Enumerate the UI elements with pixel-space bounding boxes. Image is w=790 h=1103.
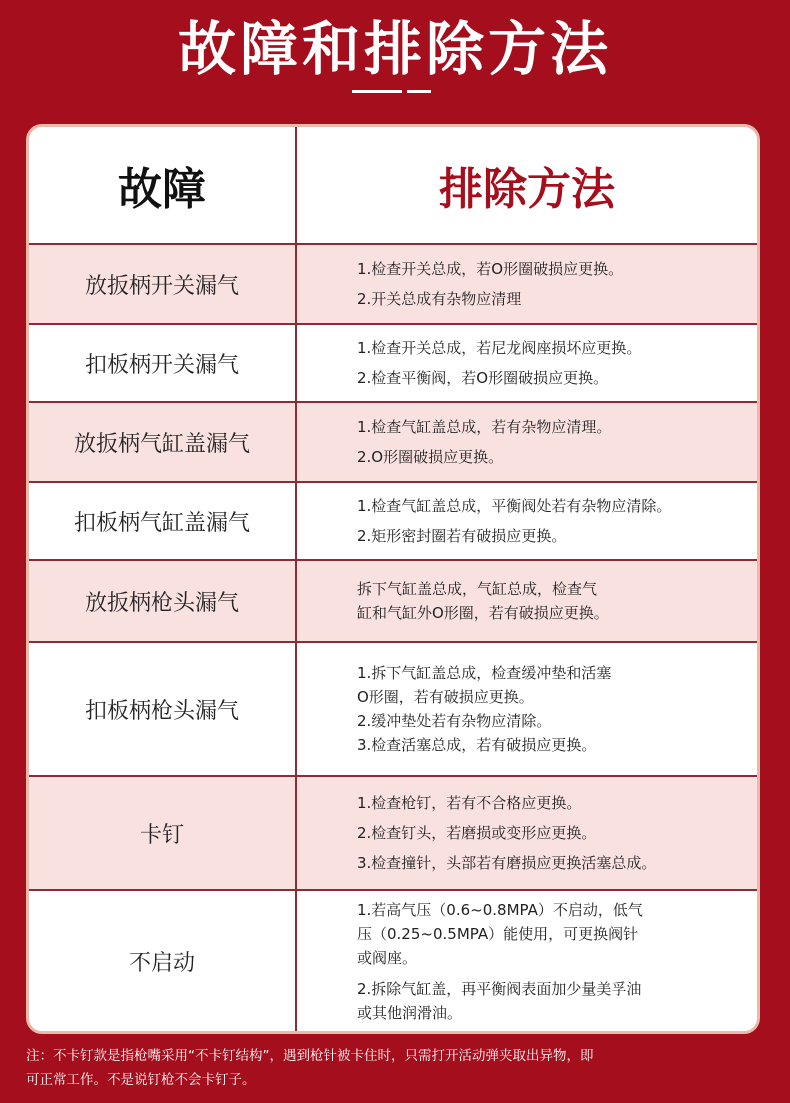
page-title: 故障和排除方法 [177, 15, 612, 83]
underline-bar-short [407, 90, 431, 93]
table-row [29, 243, 757, 323]
fix-line: 1.拆下气缸盖总成，检查缓冲垫和活塞 [357, 664, 612, 682]
fix-line: 1.检查枪钉，若有不合格应更换。 [357, 794, 582, 812]
fix-line: 压（0.25~0.5MPA）能使用，可更换阀针 [357, 924, 639, 943]
fix-line: 2.缓冲垫处若有杂物应清除。 [357, 712, 552, 730]
fix-line: 2.矩形密封圈若有破损应更换。 [357, 527, 567, 545]
header-fault: 故障 [118, 164, 206, 215]
fix-line: 1.检查气缸盖总成，平衡阀处若有杂物应清除。 [357, 497, 672, 515]
fix-cell [357, 403, 749, 481]
underline-bar-long [352, 90, 402, 93]
fault-cell: 不启动 [128, 950, 195, 976]
fault-cell: 放扳柄开关漏气 [84, 273, 239, 299]
fix-line: 2.检查平衡阀，若O形圈破损应更换。 [357, 369, 609, 387]
fault-cell: 卡钉 [139, 822, 184, 848]
fix-line: 2.O形圈破损应更换。 [357, 448, 504, 466]
fault-cell: 扣板柄气缸盖漏气 [73, 510, 250, 536]
fix-line: 1.检查气缸盖总成，若有杂物应清理。 [357, 418, 612, 436]
fix-line: 1.检查开关总成，若尼龙阀座损坏应更换。 [357, 339, 642, 357]
fix-line: 2.检查钉头，若磨损或变形应更换。 [357, 824, 597, 842]
fix-line: 或阀座。 [357, 948, 418, 967]
table-row [29, 641, 757, 775]
footnote [26, 1044, 762, 1092]
table-grid [29, 127, 757, 1031]
footnote-line: 可正常工作。不是说钉枪不会卡钉子。 [26, 1072, 256, 1088]
table-row [29, 775, 757, 889]
fix-line: 缸和气缸外O形圈，若有破损应更换。 [357, 604, 609, 622]
troubleshooting-table [26, 124, 760, 1034]
fix-line: 2.开关总成有杂物应清理 [357, 290, 522, 308]
fix-line: O形圈，若有破损应更换。 [357, 688, 534, 706]
fix-line: 或其他润滑油。 [357, 1003, 463, 1022]
column-divider [295, 127, 297, 1031]
fix-line: 1.检查开关总成，若O形圈破损应更换。 [357, 260, 624, 278]
fault-cell: 放扳柄枪头漏气 [84, 590, 239, 616]
fix-cell [357, 325, 749, 401]
table-header-row [29, 127, 757, 243]
table-row [29, 559, 757, 641]
table-row [29, 889, 757, 1031]
fix-line: 1.若高气压（0.6~0.8MPA）不启动，低气 [357, 900, 643, 919]
table-row [29, 401, 757, 481]
fix-line: 拆下气缸盖总成，气缸总成，检查气 [357, 580, 598, 598]
fix-cell [357, 245, 749, 323]
fix-cell [357, 483, 749, 559]
fix-line: 3.检查撞针，头部若有磨损应更换活塞总成。 [357, 854, 657, 872]
fault-cell: 扣板柄开关漏气 [84, 352, 239, 378]
table-row [29, 481, 757, 559]
header-fix: 排除方法 [439, 164, 615, 215]
title-underline [0, 90, 790, 96]
fault-cell: 扣板柄枪头漏气 [84, 698, 239, 724]
footnote-line: 注：不卡钉款是指枪嘴采用“不卡钉结构”，遇到枪针被卡住时，只需打开活动弹夹取出异物，即 [26, 1048, 594, 1064]
fix-line: 3.检查活塞总成，若有破损应更换。 [357, 736, 597, 754]
fault-cell: 放扳柄气缸盖漏气 [73, 431, 250, 457]
fix-cell [357, 561, 749, 641]
fix-line: 2.拆除气缸盖，再平衡阀表面加少量美孚油 [357, 979, 642, 998]
fix-cell [357, 643, 749, 775]
table-row [29, 323, 757, 401]
fix-cell [357, 891, 749, 1031]
fix-cell [357, 777, 749, 889]
